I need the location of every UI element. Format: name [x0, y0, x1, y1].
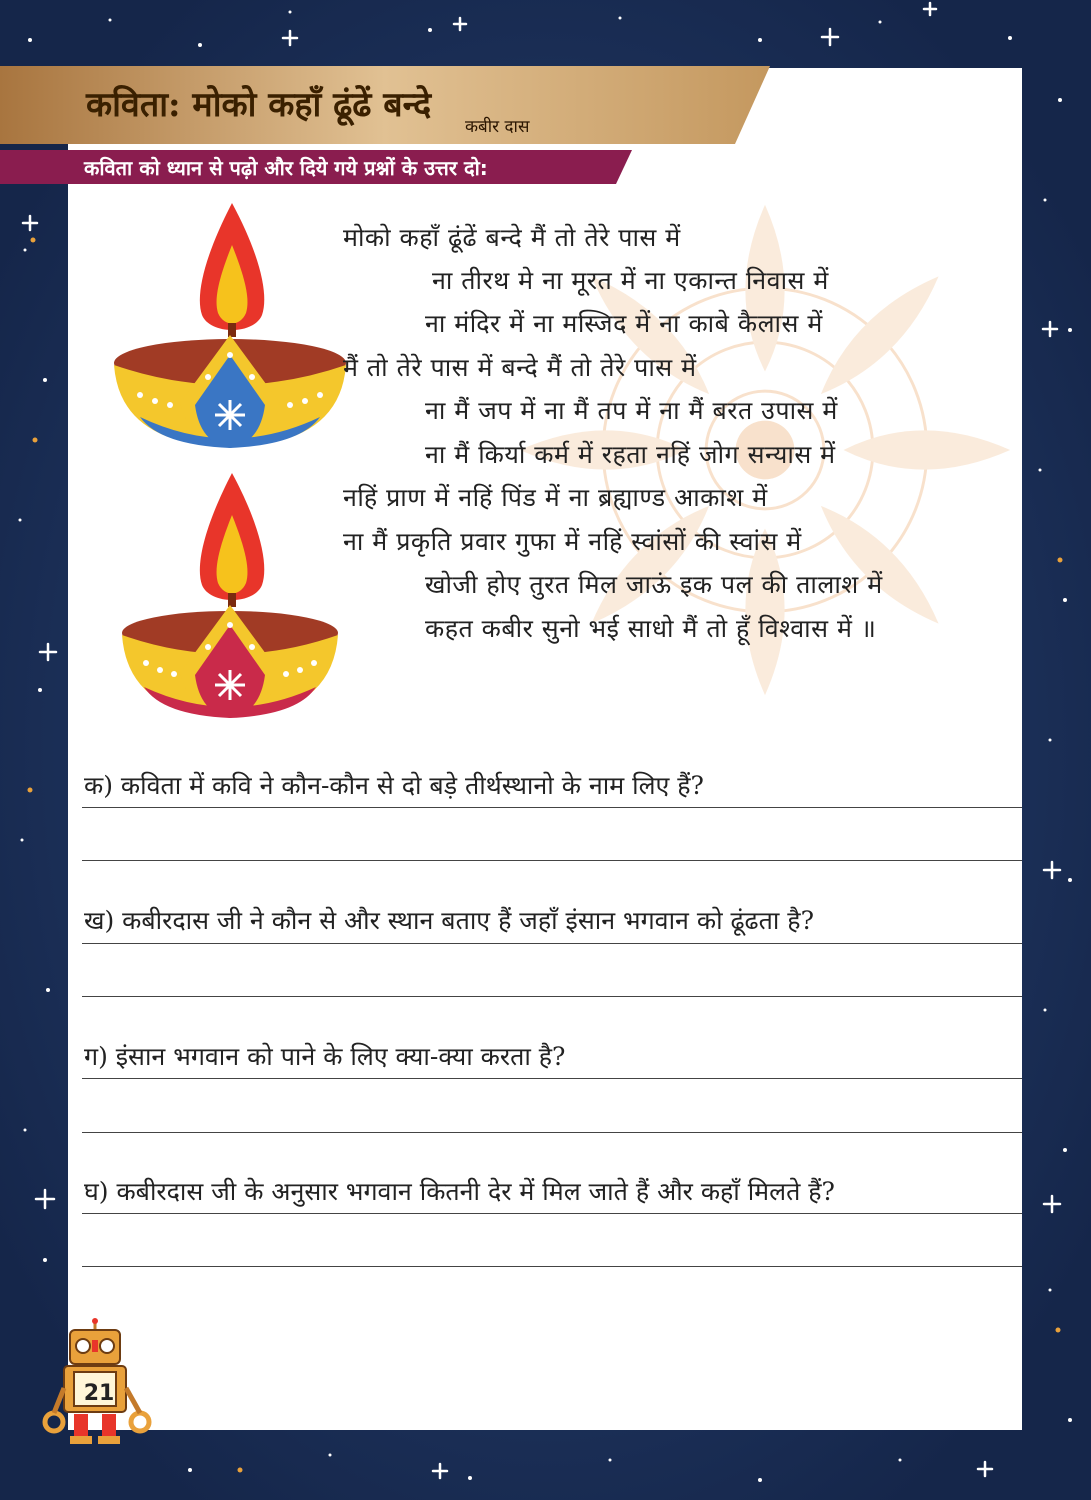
poem-line: खोजी होए तुरत मिल जाऊं इक पल की तालाश में [425, 570, 883, 599]
answer-line[interactable] [82, 1266, 1022, 1267]
answer-line[interactable] [82, 807, 1022, 808]
poem-line: मोको कहाँ ढूंढें बन्दे मैं तो तेरे पास में [343, 223, 681, 252]
instruction-text: कविता को ध्यान से पढ़ो और दिये गये प्रश्नों के उत्तर दो: [84, 156, 488, 180]
diya-lamps-illustration [110, 195, 350, 725]
question-3: ग) इंसान भगवान को पाने के लिए क्या-क्या करता है? [84, 1042, 566, 1071]
answer-line[interactable] [82, 1132, 1022, 1133]
author-name: कबीर दास [465, 117, 530, 137]
poem-line: ना तीरथ मे ना मूरत में ना एकान्त निवास में [432, 266, 829, 295]
poem-line: ना मैं किर्या कर्म में रहता नहिं जोग सन्यास में [425, 440, 836, 469]
question-1: क) कविता में कवि ने कौन-कौन से दो बड़े तीर्थस्थानो के नाम लिए हैं? [84, 771, 704, 800]
poem-line: ना मैं जप में ना मैं तप में ना मैं बरत उपास में [425, 396, 838, 425]
question-2: ख) कबीरदास जी ने कौन से और स्थान बताए हैं जहाँ इंसान भगवान को ढूंढता है? [84, 906, 814, 935]
answer-line[interactable] [82, 1213, 1022, 1214]
diya-icon [114, 203, 346, 448]
question-4: घ) कबीरदास जी के अनुसार भगवान कितनी देर में मिल जाते हैं और कहाँ मिलते हैं? [84, 1177, 835, 1206]
poem-line: मैं तो तेरे पास में बन्दे मैं तो तेरे पास में [343, 353, 697, 382]
page-title: कविता: मोको कहाँ ढूंढें बन्दे [86, 85, 432, 125]
answer-line[interactable] [82, 860, 1022, 861]
poem-line: नहिं प्राण में नहिं पिंड में ना ब्रह्याण्ड आकाश में [343, 483, 768, 512]
poem-line: कहत कबीर सुनो भई साधो मैं तो हूँ विश्वास में ॥ [425, 614, 877, 643]
page-number: 21 [83, 1381, 115, 1406]
diya-icon [122, 473, 338, 718]
answer-line[interactable] [82, 996, 1022, 997]
poem-line: ना मैं प्रकृति प्रवार गुफा में नहिं स्वांसों की स्वांस में [343, 527, 802, 556]
poem-line: ना मंदिर में ना मस्जिद में ना काबे कैलास में [425, 309, 823, 338]
answer-line[interactable] [82, 1078, 1022, 1079]
answer-line[interactable] [82, 943, 1022, 944]
